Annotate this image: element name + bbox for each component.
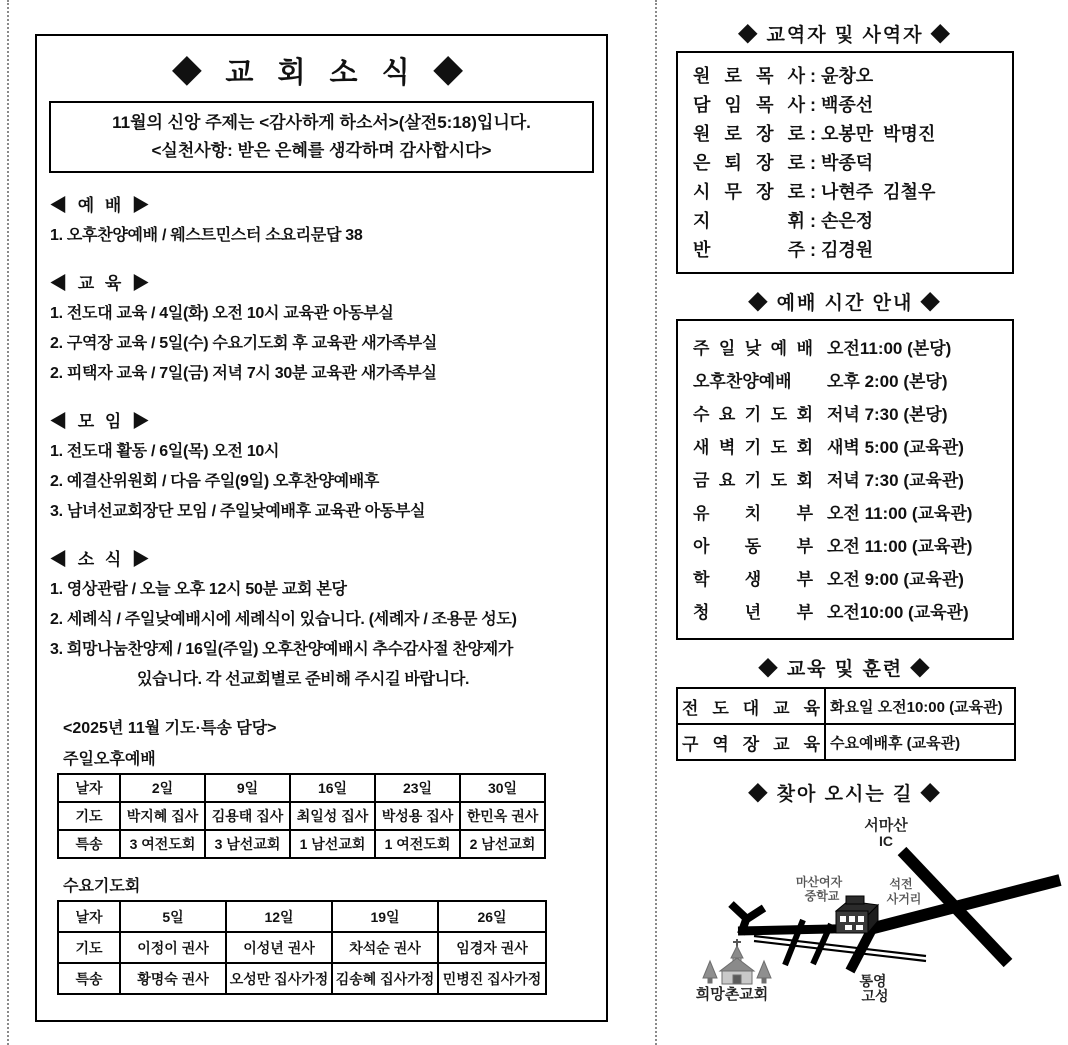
news-item: 1. 전도대 활동 / 6일(목) 오전 10시 xyxy=(50,443,280,460)
cell: 2 남선교회 xyxy=(460,830,545,858)
map-label-church: 희망촌교회 xyxy=(695,986,769,1003)
directions-title: ◆ 찾아 오시는 길 ◆ xyxy=(748,784,942,805)
church-news-panel xyxy=(35,34,608,1022)
staff-box xyxy=(676,51,1014,274)
cell: 1 여전도회 xyxy=(375,830,460,858)
cell: 황명숙 권사 xyxy=(120,963,226,994)
cell: 차석순 권사 xyxy=(332,932,438,963)
cell: 김송혜 집사가정 xyxy=(332,963,438,994)
staff-role: 반 주 xyxy=(693,240,805,260)
news-item: 2. 구역장 교육 / 5일(수) 수요기도회 후 교육관 새가족부실 xyxy=(50,335,437,352)
row-header: 기도 xyxy=(58,802,120,830)
tree-icon xyxy=(703,961,717,978)
staff-role: 원 로 장 로 xyxy=(693,124,805,144)
sunday-table-title: 주일오후예배 xyxy=(63,751,156,768)
staff-title: ◆ 교역자 및 사역자 ◆ xyxy=(738,25,952,46)
staff-role: 은 퇴 장 로 xyxy=(693,153,805,173)
service-time: 저녁 7:30 (교육관) xyxy=(827,471,964,490)
monthly-theme-box xyxy=(49,101,594,173)
directions-map xyxy=(676,808,1068,1045)
training-table xyxy=(676,687,1016,761)
col-header: 23일 xyxy=(375,774,460,802)
row-header: 특송 xyxy=(58,830,120,858)
col-header: 19일 xyxy=(332,901,438,932)
table-row xyxy=(58,830,545,858)
map-label-tongyeong: 통영 xyxy=(859,973,887,989)
training-title: ◆ 교육 및 훈련 ◆ xyxy=(758,659,932,680)
section-header: ◀ 예 배 ▶ xyxy=(50,196,153,215)
section-header: ◀ 소 식 ▶ xyxy=(50,550,153,569)
fold-line-center xyxy=(655,0,657,1045)
time-row xyxy=(678,497,1012,530)
worship-times-box xyxy=(676,319,1014,640)
news-item-continuation: 있습니다. 각 선교회별로 준비해 주시길 바랍니다. xyxy=(137,671,470,688)
service-time: 오전 11:00 (교육관) xyxy=(827,537,973,556)
staff-row: 시 무 장 로 : 나현주 김철우 xyxy=(678,178,1012,207)
row-header: 기도 xyxy=(58,932,120,963)
practice-line: <실천사항: 받은 은혜를 생각하며 감사합시다> xyxy=(151,141,492,160)
map-label-seokjeon: 석전 xyxy=(889,877,913,891)
section-worship xyxy=(50,191,596,251)
map-label-sagori: 사거리 xyxy=(886,892,922,906)
service-time: 오전 9:00 (교육관) xyxy=(827,570,964,589)
table-row xyxy=(58,802,545,830)
service-name: 주 일 낮 예 배 xyxy=(693,339,813,358)
cell: 최일성 집사 xyxy=(290,802,375,830)
staff-role: 원 로 목 사 xyxy=(693,66,805,86)
time-row xyxy=(678,332,1012,365)
time-row xyxy=(678,431,1012,464)
time-row xyxy=(678,596,1012,629)
service-time: 오전11:00 (본당) xyxy=(827,339,952,358)
staff-row: 지 휘 : 손은정 xyxy=(678,207,1012,236)
cell: 한민옥 권사 xyxy=(460,802,545,830)
table-row xyxy=(58,901,546,932)
wednesday-assignment-table xyxy=(57,900,547,995)
cell: 3 남선교회 xyxy=(205,830,290,858)
time-row xyxy=(678,530,1012,563)
col-header: 날자 xyxy=(58,901,120,932)
col-header: 5일 xyxy=(120,901,226,932)
service-name: 아 동 부 xyxy=(693,537,813,556)
assignment-caption: <2025년 11월 기도·특송 담당> xyxy=(63,720,277,737)
sections xyxy=(50,191,596,695)
map-label-ic: IC xyxy=(879,833,893,849)
staff-name: 손은정 xyxy=(821,211,874,231)
service-time: 오전10:00 (교육관) xyxy=(827,603,969,622)
service-name: 수 요 기 도 회 xyxy=(693,405,813,424)
news-item: 2. 예결산위원회 / 다음 주일(9일) 오후찬양예배후 xyxy=(50,473,380,490)
service-name: 금 요 기 도 회 xyxy=(693,471,813,490)
time-row xyxy=(678,563,1012,596)
news-item: 2. 피택자 교육 / 7일(금) 저녁 7시 30분 교육관 새가족부실 xyxy=(50,365,437,382)
cell: 박성용 집사 xyxy=(375,802,460,830)
cell: 이정이 권사 xyxy=(120,932,226,963)
sunday-assignment-table xyxy=(57,773,546,859)
col-header: 12일 xyxy=(226,901,332,932)
staff-row: 담 임 목 사 : 백종선 xyxy=(678,91,1012,120)
col-header: 9일 xyxy=(205,774,290,802)
staff-name: 윤창오 xyxy=(821,66,874,86)
time-row xyxy=(678,464,1012,497)
training-name: 구 역 장 교 육 xyxy=(677,724,825,760)
map-label-school-line1: 마산여자 xyxy=(795,875,843,889)
staff-name: 나현주 김철우 xyxy=(821,182,936,202)
col-header: 30일 xyxy=(460,774,545,802)
news-item: 1. 전도대 교육 / 4일(화) 오전 10시 교육관 아동부실 xyxy=(50,305,394,322)
col-header: 16일 xyxy=(290,774,375,802)
theme-line: 11월의 신앙 주제는 <감사하게 하소서>(살전5:18)입니다. xyxy=(112,113,531,132)
service-time: 오전 11:00 (교육관) xyxy=(827,504,973,523)
tree-icon xyxy=(757,961,771,978)
training-time: 수요예배후 (교육관) xyxy=(825,724,1015,760)
service-name: 청 년 부 xyxy=(693,603,813,622)
staff-row: 반 주 : 김경원 xyxy=(678,236,1012,265)
time-row xyxy=(678,398,1012,431)
news-item: 3. 남녀선교회장단 모임 / 주일낮예배후 교육관 아동부실 xyxy=(50,503,426,520)
staff-name: 백종선 xyxy=(821,95,874,115)
staff-name: 오봉만 박명진 xyxy=(821,124,936,144)
cell: 1 남선교회 xyxy=(290,830,375,858)
fold-line-left xyxy=(7,0,9,1045)
cell: 박지혜 집사 xyxy=(120,802,205,830)
section-header: ◀ 모 임 ▶ xyxy=(50,412,153,431)
news-item: 1. 오후찬양예배 / 웨스트민스터 소요리문답 38 xyxy=(50,227,363,244)
section-header: ◀ 교 육 ▶ xyxy=(50,274,153,293)
service-name: 오후찬양예배 xyxy=(693,372,792,391)
service-time: 오후 2:00 (본당) xyxy=(827,372,948,391)
staff-role: 지 휘 xyxy=(693,211,805,231)
table-row xyxy=(58,963,546,994)
road-branch-stem xyxy=(741,917,747,934)
staff-row: 원 로 목 사 : 윤창오 xyxy=(678,62,1012,91)
section-news xyxy=(50,545,596,695)
cell: 이성년 권사 xyxy=(226,932,332,963)
training-name: 전 도 대 교 육 xyxy=(677,688,825,724)
news-item: 3. 희망나눔찬양제 / 16일(주일) 오후찬양예배시 추수감사절 찬양제가 xyxy=(50,641,514,658)
map-label-seomasan: 서마산 xyxy=(864,817,908,834)
map-label-school-line2: 중학교 xyxy=(804,889,840,903)
service-name: 학 생 부 xyxy=(693,570,813,589)
cell: 임경자 권사 xyxy=(438,932,546,963)
cell: 민병진 집사가정 xyxy=(438,963,546,994)
section-meetings xyxy=(50,407,596,527)
table-row xyxy=(58,932,546,963)
staff-role: 시 무 장 로 xyxy=(693,182,805,202)
info-panel xyxy=(676,20,1068,1045)
map-label-goseong: 고성 xyxy=(861,988,889,1004)
railroad xyxy=(754,936,926,961)
row-header: 특송 xyxy=(58,963,120,994)
school-icon xyxy=(836,896,878,933)
col-header: 2일 xyxy=(120,774,205,802)
cell: 김용태 집사 xyxy=(205,802,290,830)
news-item: 2. 세례식 / 주일낮예배시에 세례식이 있습니다. (세례자 / 조용문 성도) xyxy=(50,611,517,628)
worship-times-title: ◆ 예배 시간 안내 ◆ xyxy=(748,293,942,314)
section-education xyxy=(50,269,596,389)
service-time: 저녁 7:30 (본당) xyxy=(827,405,948,424)
news-item: 1. 영상관람 / 오늘 오후 12시 50분 교회 본당 xyxy=(50,581,347,598)
service-time: 새벽 5:00 (교육관) xyxy=(827,438,964,457)
cell: 3 여전도회 xyxy=(120,830,205,858)
staff-name: 박종덕 xyxy=(821,153,874,173)
col-header: 26일 xyxy=(438,901,546,932)
time-row xyxy=(678,365,1012,398)
wednesday-table-title: 수요기도회 xyxy=(63,878,141,895)
staff-row: 은 퇴 장 로 : 박종덕 xyxy=(678,149,1012,178)
road-branch-y xyxy=(731,904,764,919)
service-name: 새 벽 기 도 회 xyxy=(693,438,813,457)
page-title: ◆ 교 회 소 식 ◆ xyxy=(172,57,471,89)
cell: 오성만 집사가정 xyxy=(226,963,332,994)
table-row xyxy=(677,724,1015,760)
table-row xyxy=(58,774,545,802)
training-time: 화요일 오전10:00 (교육관) xyxy=(825,688,1015,724)
table-row xyxy=(677,688,1015,724)
staff-role: 담 임 목 사 xyxy=(693,95,805,115)
staff-name: 김경원 xyxy=(821,240,874,260)
col-header: 날자 xyxy=(58,774,120,802)
church-icon xyxy=(703,939,771,984)
service-name: 유 치 부 xyxy=(693,504,813,523)
staff-row: 원 로 장 로 : 오봉만 박명진 xyxy=(678,120,1012,149)
